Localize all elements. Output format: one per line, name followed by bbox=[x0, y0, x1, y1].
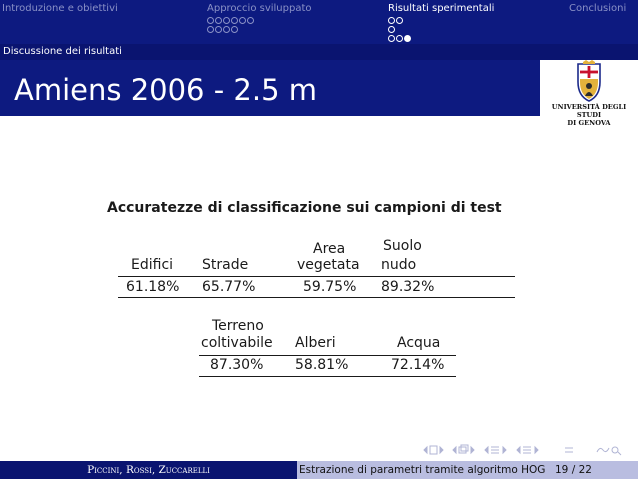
value-terreno-coltivabile: 87.30% bbox=[210, 357, 264, 373]
nav-dots-approccio-row2 bbox=[207, 26, 238, 33]
value-strade: 65.77% bbox=[202, 279, 256, 295]
nav-dots-risultati-row2 bbox=[388, 26, 395, 33]
value-area-vegetata: 59.75% bbox=[303, 279, 357, 295]
nav-dot[interactable] bbox=[207, 26, 214, 33]
nav-dot[interactable] bbox=[207, 17, 214, 24]
footer-talk-title: Estrazione di parametri tramite algoritmo HOG bbox=[299, 464, 546, 476]
value-suolo-nudo: 89.32% bbox=[381, 279, 435, 295]
footer-page-number: 19 / 22 bbox=[555, 464, 592, 476]
table-bottom-header-rule bbox=[199, 355, 456, 356]
nav-dots-risultati-row3 bbox=[388, 35, 411, 42]
university-name-line2: DI GENOVA bbox=[567, 119, 611, 127]
nav-search-icon[interactable] bbox=[597, 447, 621, 455]
nav-dot[interactable] bbox=[215, 17, 222, 24]
header-suolo-line1: Suolo bbox=[383, 238, 422, 254]
nav-section-icon[interactable] bbox=[517, 447, 538, 453]
header-edifici: Edifici bbox=[131, 257, 174, 273]
nav-dots-approccio-row1 bbox=[207, 17, 254, 24]
nav-dot[interactable] bbox=[231, 17, 238, 24]
nav-dot[interactable] bbox=[215, 26, 222, 33]
nav-dots-risultati-row1 bbox=[388, 17, 403, 24]
header-area-line1: Area bbox=[313, 241, 346, 257]
footer-authors: Piccini, Rossi, Zuccarelli bbox=[0, 461, 297, 479]
footer-right bbox=[297, 461, 638, 479]
nav-dot[interactable] bbox=[223, 17, 230, 24]
slide-title: Amiens 2006 - 2.5 m bbox=[14, 73, 317, 107]
table-bottom-bottom-rule bbox=[199, 376, 456, 377]
header-terreno-line1: Terreno bbox=[212, 318, 264, 334]
nav-dot[interactable] bbox=[247, 17, 254, 24]
nav-dot[interactable] bbox=[388, 35, 395, 42]
table-caption: Accuratezze di classificazione sui campioni di test bbox=[107, 200, 502, 216]
nav-section-conclusioni[interactable]: Conclusioni bbox=[569, 3, 627, 14]
table-top-header-rule bbox=[118, 276, 515, 277]
section-navigation bbox=[0, 0, 638, 44]
nav-dot[interactable] bbox=[223, 26, 230, 33]
nav-document-icon[interactable] bbox=[565, 448, 573, 452]
nav-section-risultati[interactable]: Risultati sperimentali bbox=[388, 3, 495, 14]
nav-dot-current[interactable] bbox=[404, 35, 411, 42]
beamer-navigation-symbols bbox=[422, 444, 632, 456]
university-name bbox=[540, 103, 638, 127]
header-strade: Strade bbox=[202, 257, 249, 273]
subsection-bar bbox=[0, 44, 638, 60]
nav-dot[interactable] bbox=[396, 35, 403, 42]
table-top-bottom-rule bbox=[118, 297, 515, 298]
nav-section-approccio[interactable]: Approccio sviluppato bbox=[207, 3, 312, 14]
nav-dot[interactable] bbox=[231, 26, 238, 33]
header-acqua: Acqua bbox=[397, 335, 441, 351]
nav-section-introduzione[interactable]: Introduzione e obiettivi bbox=[2, 3, 118, 14]
nav-dot[interactable] bbox=[396, 17, 403, 24]
nav-subsection-icon[interactable] bbox=[485, 447, 506, 453]
header-alberi: Alberi bbox=[295, 335, 336, 351]
header-vegetata: vegetata bbox=[297, 257, 360, 273]
university-name-line1: UNIVERSITÀ DEGLI STUDI bbox=[551, 103, 627, 119]
nav-dot[interactable] bbox=[388, 26, 395, 33]
nav-prev-slide-icon[interactable] bbox=[424, 446, 443, 454]
nav-frame-icon[interactable] bbox=[453, 445, 474, 453]
value-edifici: 61.18% bbox=[126, 279, 180, 295]
frame-title-band bbox=[0, 60, 540, 116]
footer-bar bbox=[0, 461, 638, 479]
nav-dot[interactable] bbox=[388, 17, 395, 24]
header-nudo: nudo bbox=[381, 257, 417, 273]
nav-dot[interactable] bbox=[239, 17, 246, 24]
value-acqua: 72.14% bbox=[391, 357, 445, 373]
header-coltivabile: coltivabile bbox=[201, 335, 273, 351]
subsection-label: Discussione dei risultati bbox=[3, 46, 122, 57]
value-alberi: 58.81% bbox=[295, 357, 349, 373]
